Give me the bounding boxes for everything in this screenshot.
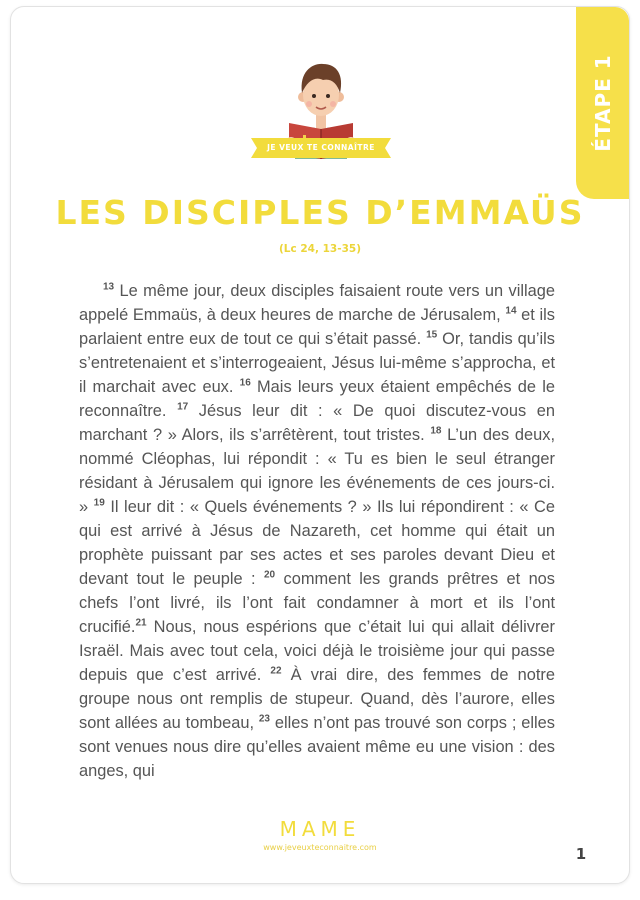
verse-number: 14 — [505, 305, 517, 317]
verse-number: 20 — [264, 569, 276, 581]
verse-number: 23 — [258, 713, 270, 725]
verse-text: et ils parlaient entre eux de tout ce qui s’était passé. — [79, 306, 555, 348]
verse-text: L’un des deux, nommé Cléophas, lui répondit : « Tu es bien le seul étranger résidant à Jérusalem qui ignore les événements de ces jours-ci. » — [79, 426, 555, 516]
verse-text: Le même jour, deux disciples faisaient route vers un village appelé Emmaüs, à deux heures de marche de Jérusalem, — [79, 282, 555, 324]
verse-number: 18 — [430, 425, 442, 437]
verse-text: comment les grands prêtres et nos chefs l’ont livré, ils l’ont fait condamner à mort et ils l’ont crucifié. — [79, 570, 555, 636]
verse-text: À vrai dire, des femmes de notre groupe nous ont remplis de stupeur. Quand, dès l’aurore, elles sont allées au tombeau, — [79, 666, 555, 732]
verse-text: Il leur dit : « Quels événements ? » Ils lui répondirent : « Ce qui est arrivé à Jésus de Nazareth, cet homme qui était un prophète puissant par ses actes et ses paroles devant Dieu et devant tout le peuple : — [79, 498, 555, 588]
verse-text: elles n’ont pas trouvé son corps ; elles sont venues nous dire qu’elles avaient même eu une vision : des anges, qui — [79, 714, 555, 780]
ribbon-banner — [251, 138, 391, 158]
verse-text: Nous, nous espérions que c’était lui qui allait délivrer Israël. Mais avec tout cela, voici déjà le troisième jour qui passe depuis que c’est arrivé. — [79, 618, 555, 684]
passage-paragraph — [79, 279, 555, 783]
verse-number: 16 — [239, 377, 251, 389]
verse-number: 13 — [103, 281, 115, 293]
website-link[interactable]: www.jeveuxteconnaitre.com — [263, 843, 377, 852]
verse-number: 15 — [426, 329, 438, 341]
step-tab — [576, 7, 629, 199]
verse-text: Mais leurs yeux étaient empêchés de le reconnaître. — [79, 378, 555, 420]
page-card — [10, 6, 630, 884]
verse-text: Jésus leur dit : « De quoi discutez-vous en marchant ? » Alors, ils s’arrêtèrent, tout tristes. — [79, 402, 555, 444]
ribbon-label: JE VEUX TE CONNAÎTRE — [267, 143, 375, 152]
verse-number: 21 — [135, 617, 147, 629]
verse-number: 22 — [270, 665, 282, 677]
scripture-passage — [79, 279, 555, 783]
page-title: LES DISCIPLES D’EMMAÜS — [55, 193, 585, 232]
publisher-logo: MAME — [279, 817, 361, 841]
page-number: 1 — [575, 845, 587, 863]
verse-number: 17 — [177, 401, 189, 413]
step-tab-label: ÉTAPE 1 — [590, 54, 615, 152]
bible-reference: (Lc 24, 13-35) — [278, 243, 361, 255]
verse-number: 19 — [93, 497, 105, 509]
verse-text: Or, tandis qu’ils s’entretenaient et s’interrogeaient, Jésus lui-même s’approcha, et il marchait avec eux. — [79, 330, 555, 396]
